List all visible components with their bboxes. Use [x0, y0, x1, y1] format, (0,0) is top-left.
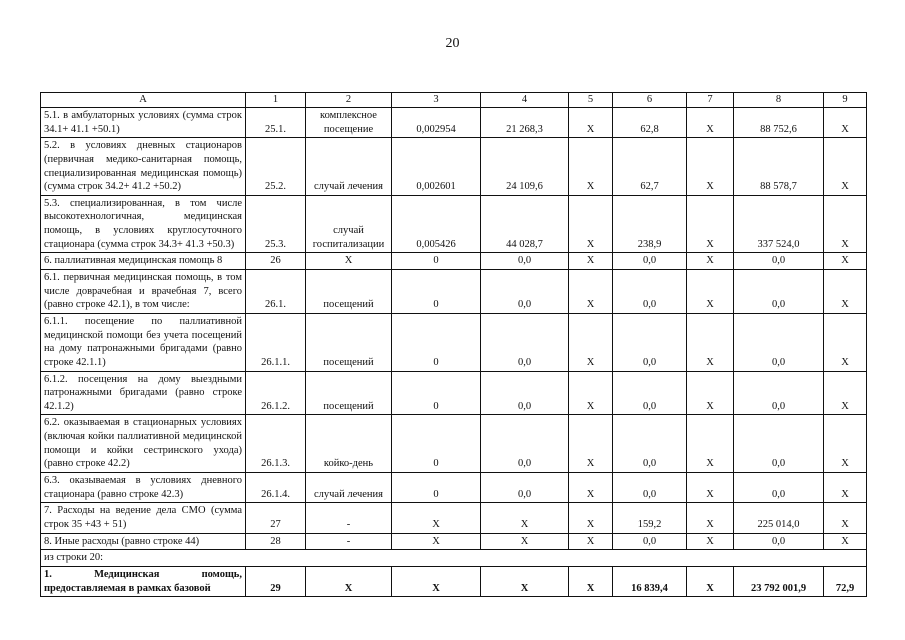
- row-label: 6.1.1. посещение по паллиативной медицинской помощи без учета посещений на дому патронажными бригадами (равно строке 42.1.1): [41, 313, 246, 371]
- table-row: [41, 253, 867, 270]
- value-cell: 21 268,3: [481, 108, 569, 138]
- value-cell: Х: [569, 371, 613, 415]
- row-number: 26.1.3.: [246, 415, 306, 473]
- value-cell: 159,2: [613, 503, 687, 533]
- table-row: [41, 415, 867, 473]
- table-row: [41, 270, 867, 314]
- value-cell: 0: [392, 313, 481, 371]
- value-cell: Х: [687, 533, 734, 550]
- value-cell: Х: [481, 566, 569, 596]
- table-row: [41, 473, 867, 503]
- value-cell: 0,0: [481, 253, 569, 270]
- value-cell: Х: [687, 253, 734, 270]
- unit-cell: посещений: [306, 371, 392, 415]
- value-cell: 0,0: [481, 473, 569, 503]
- value-cell: Х: [687, 415, 734, 473]
- header-cell-8: 8: [734, 93, 824, 108]
- value-cell: Х: [824, 108, 867, 138]
- value-cell: 44 028,7: [481, 195, 569, 253]
- value-cell: 0,0: [481, 415, 569, 473]
- unit-cell: Х: [306, 253, 392, 270]
- value-cell: Х: [569, 415, 613, 473]
- row-number: 26.1.1.: [246, 313, 306, 371]
- table-row: [41, 371, 867, 415]
- value-cell: Х: [392, 503, 481, 533]
- value-cell: Х: [824, 313, 867, 371]
- row-number: 28: [246, 533, 306, 550]
- row-label: 5.3. специализированная, в том числе высокотехнологичная, медицинская помощь, в условиях круглосуточного стационара (сумма строк 34.3+ 41.3 +50.3): [41, 195, 246, 253]
- value-cell: Х: [481, 503, 569, 533]
- value-cell: Х: [569, 566, 613, 596]
- section-label: из строки 20:: [41, 550, 867, 567]
- value-cell: Х: [481, 533, 569, 550]
- table-row: [41, 533, 867, 550]
- value-cell: 0,002601: [392, 138, 481, 196]
- value-cell: Х: [687, 270, 734, 314]
- value-cell: 0,0: [613, 371, 687, 415]
- header-cell-a: А: [41, 93, 246, 108]
- value-cell: Х: [824, 371, 867, 415]
- value-cell: Х: [824, 473, 867, 503]
- row-label: 6. паллиативная медицинская помощь 8: [41, 253, 246, 270]
- value-cell: 62,8: [613, 108, 687, 138]
- value-cell: 337 524,0: [734, 195, 824, 253]
- value-cell: 16 839,4: [613, 566, 687, 596]
- value-cell: Х: [569, 473, 613, 503]
- unit-cell: случай лечения: [306, 473, 392, 503]
- value-cell: 225 014,0: [734, 503, 824, 533]
- unit-cell: комплексное посещение: [306, 108, 392, 138]
- value-cell: Х: [569, 138, 613, 196]
- value-cell: 72,9: [824, 566, 867, 596]
- header-cell-7: 7: [687, 93, 734, 108]
- unit-cell: посещений: [306, 313, 392, 371]
- value-cell: Х: [569, 313, 613, 371]
- value-cell: Х: [824, 195, 867, 253]
- value-cell: 0,0: [734, 371, 824, 415]
- row-number: 27: [246, 503, 306, 533]
- value-cell: Х: [824, 503, 867, 533]
- value-cell: 0,005426: [392, 195, 481, 253]
- value-cell: Х: [687, 503, 734, 533]
- value-cell: Х: [392, 533, 481, 550]
- value-cell: 88 578,7: [734, 138, 824, 196]
- value-cell: Х: [687, 108, 734, 138]
- value-cell: 0,0: [613, 270, 687, 314]
- header-cell-5: 5: [569, 93, 613, 108]
- value-cell: 0,0: [734, 253, 824, 270]
- row-label: 8. Иные расходы (равно строке 44): [41, 533, 246, 550]
- row-label: 6.1. первичная медицинская помощь, в том числе доврачебная и врачебная 7, всего (равно строке 42.1), в том числе:: [41, 270, 246, 314]
- row-label: 1. Медицинская помощь, предоставляемая в рамках базовой: [41, 566, 246, 596]
- value-cell: 0,0: [613, 415, 687, 473]
- table-row: [41, 503, 867, 533]
- value-cell: Х: [569, 533, 613, 550]
- section-row: [41, 550, 867, 567]
- row-label: 6.2. оказываемая в стационарных условиях (включая койки паллиативной медицинской помощи и койки сестринского ухода) (равно строке 42.2): [41, 415, 246, 473]
- value-cell: 0,0: [734, 270, 824, 314]
- value-cell: 0: [392, 270, 481, 314]
- value-cell: Х: [569, 270, 613, 314]
- row-number: 26.1.4.: [246, 473, 306, 503]
- value-cell: Х: [687, 566, 734, 596]
- row-number: 26.1.: [246, 270, 306, 314]
- header-cell-6: 6: [613, 93, 687, 108]
- header-cell-9: 9: [824, 93, 867, 108]
- row-label: 5.1. в амбулаторных условиях (сумма строк 34.1+ 41.1 +50.1): [41, 108, 246, 138]
- value-cell: 238,9: [613, 195, 687, 253]
- value-cell: Х: [824, 138, 867, 196]
- value-cell: Х: [687, 473, 734, 503]
- value-cell: 0,0: [734, 473, 824, 503]
- value-cell: Х: [687, 371, 734, 415]
- value-cell: 0: [392, 253, 481, 270]
- value-cell: 0,0: [613, 473, 687, 503]
- value-cell: 0: [392, 415, 481, 473]
- row-number: 29: [246, 566, 306, 596]
- value-cell: Х: [824, 415, 867, 473]
- unit-cell: случай лечения: [306, 138, 392, 196]
- unit-cell: -: [306, 503, 392, 533]
- row-label: 7. Расходы на ведение дела СМО (сумма строк 35 +43 + 51): [41, 503, 246, 533]
- value-cell: Х: [569, 503, 613, 533]
- row-number: 26.1.2.: [246, 371, 306, 415]
- table-row: [41, 138, 867, 196]
- value-cell: 0,002954: [392, 108, 481, 138]
- value-cell: 24 109,6: [481, 138, 569, 196]
- value-cell: Х: [687, 138, 734, 196]
- value-cell: Х: [687, 195, 734, 253]
- table-row: [41, 195, 867, 253]
- value-cell: 0,0: [481, 371, 569, 415]
- page-number: 20: [445, 36, 460, 51]
- financing-table: [40, 92, 867, 597]
- value-cell: Х: [392, 566, 481, 596]
- value-cell: 0,0: [613, 533, 687, 550]
- table-row: [41, 313, 867, 371]
- value-cell: 0,0: [613, 313, 687, 371]
- value-cell: 0,0: [613, 253, 687, 270]
- header-cell-4: 4: [481, 93, 569, 108]
- table-row: [41, 108, 867, 138]
- value-cell: 0: [392, 371, 481, 415]
- value-cell: 0,0: [481, 313, 569, 371]
- header-cell-2: 2: [306, 93, 392, 108]
- value-cell: Х: [569, 253, 613, 270]
- row-label: 5.2. в условиях дневных стационаров (первичная медико-санитарная помощь, специализированная медицинская помощь) (сумма строк 34.2+ 41.2 +50.2): [41, 138, 246, 196]
- row-number: 25.3.: [246, 195, 306, 253]
- row-number: 26: [246, 253, 306, 270]
- table-row-bold: [41, 566, 867, 596]
- header-row: [41, 93, 867, 108]
- value-cell: Х: [824, 533, 867, 550]
- value-cell: 88 752,6: [734, 108, 824, 138]
- value-cell: 0,0: [481, 270, 569, 314]
- value-cell: Х: [824, 270, 867, 314]
- row-label: 6.1.2. посещения на дому выездными патронажными бригадами (равно строке 42.1.2): [41, 371, 246, 415]
- value-cell: Х: [569, 108, 613, 138]
- value-cell: Х: [824, 253, 867, 270]
- value-cell: 23 792 001,9: [734, 566, 824, 596]
- unit-cell: койко-день: [306, 415, 392, 473]
- row-label: 6.3. оказываемая в условиях дневного стационара (равно строке 42.3): [41, 473, 246, 503]
- header-cell-3: 3: [392, 93, 481, 108]
- unit-cell: посещений: [306, 270, 392, 314]
- value-cell: Х: [687, 313, 734, 371]
- unit-cell: Х: [306, 566, 392, 596]
- value-cell: 0: [392, 473, 481, 503]
- value-cell: 0,0: [734, 533, 824, 550]
- value-cell: 62,7: [613, 138, 687, 196]
- value-cell: Х: [569, 195, 613, 253]
- value-cell: 0,0: [734, 415, 824, 473]
- header-cell-1: 1: [246, 93, 306, 108]
- unit-cell: случай госпитализации: [306, 195, 392, 253]
- row-number: 25.2.: [246, 138, 306, 196]
- unit-cell: -: [306, 533, 392, 550]
- row-number: 25.1.: [246, 108, 306, 138]
- value-cell: 0,0: [734, 313, 824, 371]
